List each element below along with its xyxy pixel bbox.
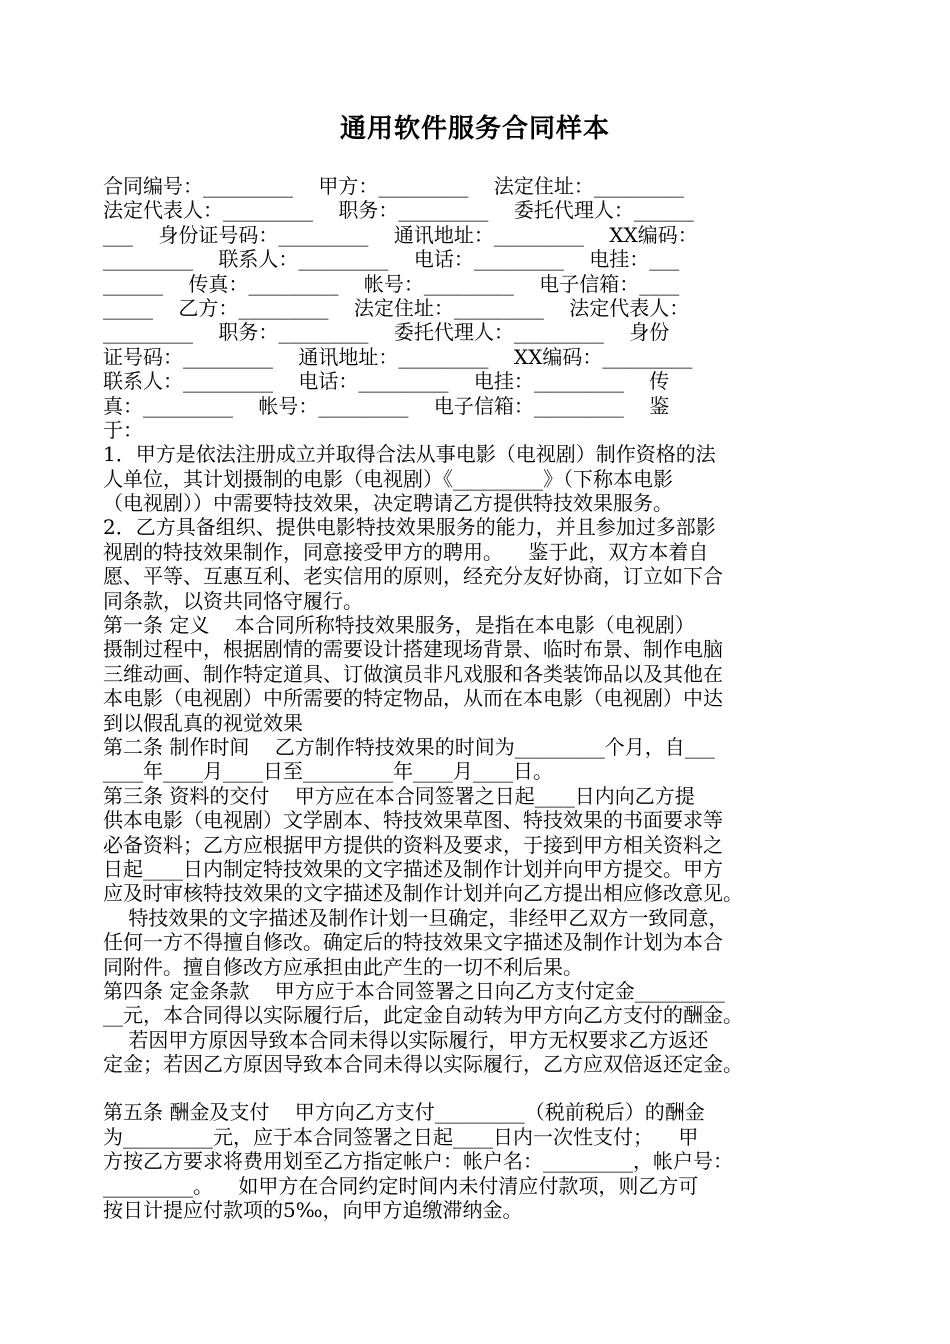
text-line: 视剧的特技效果制作，同意接受甲方的聘用。 鉴于此，双方本着自 — [103, 539, 709, 564]
text-line: _____ 乙方：_________ 法定住址：_________ 法定代表人： — [103, 295, 690, 320]
text-line: 1．甲方是依法注册成立并取得合法从事电影（电视剧）制作资格的法 — [103, 442, 716, 467]
text-line: （电视剧））中需要特技效果，决定聘请乙方提供特技效果服务。 — [103, 491, 673, 516]
text-line: 人单位，其计划摄制的电影（电视剧）《_________》（下称本电影 — [103, 466, 673, 491]
text-line: ____年____月____日至_________年____月____日。 — [103, 759, 553, 784]
text-line: 第一条 定义 本合同所称特技效果服务，是指在本电影（电视剧） — [103, 613, 695, 638]
text-line: 为_________元，应于本合同签署之日起____日内一次性支付； 甲 — [103, 1124, 699, 1149]
text-line: 若因甲方原因导致本合同未得以实际履行，甲方无权要求乙方返还 — [103, 1027, 709, 1052]
text-line: _________ 职务：_________ 委托代理人：_________ 身份 — [103, 320, 670, 345]
text-line: 同条款，以资共同恪守履行。 — [103, 588, 363, 613]
text-line: ______ 传真：_________ 帐号：_________ 电子信箱：____ — [103, 271, 680, 296]
text-line: 愿、平等、互惠互利、老实信用的原则，经充分友好协商，订立如下合 — [103, 564, 723, 589]
text-line: 第三条 资料的交付 甲方应在本合同签署之日起____日内向乙方提 — [103, 783, 695, 808]
text-line: 真：_________ 帐号：_________ 电子信箱：_________ 鉴 — [103, 393, 670, 418]
text-line: __元，本合同得以实际履行后，此定金自动转为甲方向乙方支付的酬金。 — [103, 1003, 743, 1028]
text-line: 到以假乱真的视觉效果 — [103, 710, 303, 735]
text-line: _________ 联系人：_________ 电话：_________ 电挂：___ — [103, 247, 680, 272]
text-line: 特技效果的文字描述及制作计划一旦确定，非经甲乙双方一致同意， — [103, 905, 729, 930]
text-line: 应及时审核特技效果的文字描述及制作计划并向乙方提出相应修改意见。 — [103, 881, 743, 906]
paragraph-gap — [103, 1076, 863, 1100]
text-line: 第四条 定金条款 甲方应于本合同签署之日向乙方支付定金_________ — [103, 978, 725, 1003]
text-line: 摄制过程中，根据剧情的需要设计搭建现场背景、临时布景、制作电脑 — [103, 637, 723, 662]
text-line: _________。 如甲方在合同约定时间内未付清应付款项，则乙方可 — [103, 1173, 699, 1198]
text-line: 定金；若因乙方原因导致本合同未得以实际履行，乙方应双倍返还定金。 — [103, 1052, 743, 1077]
text-line: 供本电影（电视剧）文学剧本、特技效果草图、特技效果的书面要求等 — [103, 808, 723, 833]
text-line: 联系人：_________ 电话：_________ 电挂：_________ 传 — [103, 369, 670, 394]
text-line: 证号码：_________ 通讯地址：_________ XX编码：_________ — [103, 344, 693, 369]
text-line: 按日计提应付款项的5‰，向甲方追缴滞纳金。 — [103, 1198, 523, 1223]
text-line: 第二条 制作时间 乙方制作特技效果的时间为_________个月，自___ — [103, 734, 715, 759]
text-line: 2．乙方具备组织、提供电影特技效果服务的能力，并且参加过多部影 — [103, 515, 716, 540]
payment-clause-block — [103, 1100, 863, 1222]
text-line: 第五条 酬金及支付 甲方向乙方支付_________（税前税后）的酬金 — [103, 1100, 705, 1125]
text-line: 本电影（电视剧）中所需要的特定物品，从而在本电影（电视剧）中达 — [103, 686, 723, 711]
document-title: 通用软件服务合同样本 — [339, 114, 610, 144]
text-line: 方按乙方要求将费用划至乙方指定帐户：帐户名：_________，帐户号： — [103, 1149, 733, 1174]
contract-body — [103, 174, 863, 1222]
text-line: 合同编号：_________ 甲方：_________ 法定住址：_________ — [103, 174, 684, 198]
text-line: 于： — [103, 417, 143, 442]
text-line: ___ 身份证号码：_________ 通讯地址：_________ XX编码： — [103, 222, 698, 247]
text-line: 必备资料；乙方应根据甲方提供的资料及要求，于接到甲方相关资料之 — [103, 832, 723, 857]
text-line: 同附件。擅自修改方应承担由此产生的一切不利后果。 — [103, 954, 583, 979]
text-line: 日起____日内制定特技效果的文字描述及制作计划并向甲方提交。甲方 — [103, 856, 723, 881]
contract-clauses-block — [103, 174, 863, 1076]
text-line: 法定代表人：_________ 职务：_________ 委托代理人：______ — [103, 198, 694, 223]
text-line: 任何一方不得擅自修改。确定后的特技效果文字描述及制作计划为本合 — [103, 930, 723, 955]
text-line: 三维动画、制作特定道具、订做演员非凡戏服和各类装饰品以及其他在 — [103, 661, 723, 686]
